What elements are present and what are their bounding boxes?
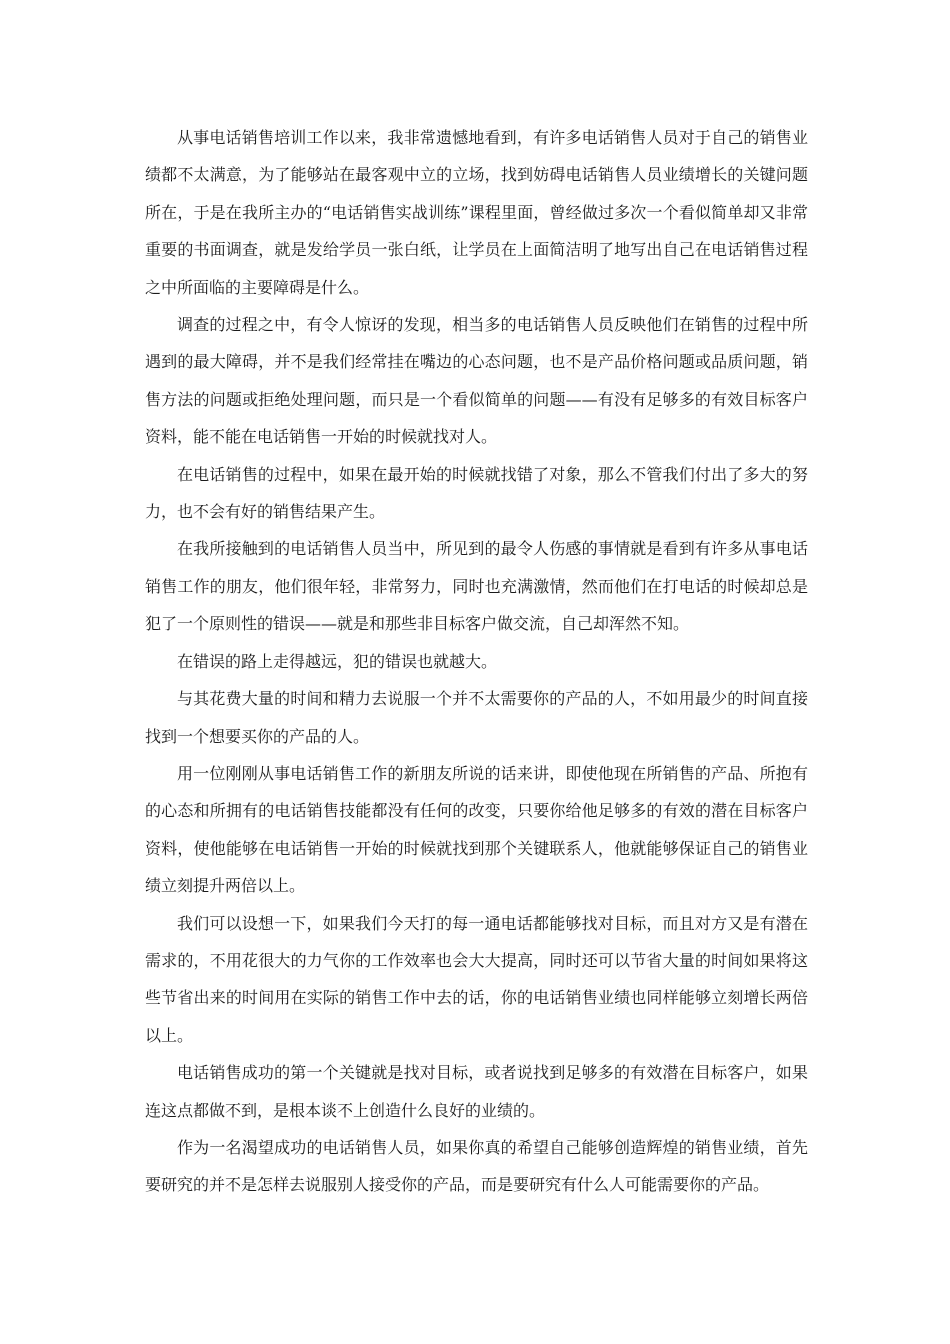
paragraph: 电话销售成功的第一个关键就是找对目标，或者说找到足够多的有效潜在目标客户，如果连这点都做不到，是根本谈不上创造什么良好的业绩的。 — [145, 1063, 808, 1120]
paragraph: 我们可以设想一下，如果我们今天打的每一通电话都能够找对目标，而且对方又是有潜在需求的，不用花很大的力气你的工作效率也会大大提高，同时还可以节省大量的时间如果将这些节省出来的时间用在实际的销售工作中去的话，你的电话销售业绩也同样能够立刻增长两倍以上。 — [145, 913, 808, 1045]
paragraph: 用一位刚刚从事电话销售工作的新朋友所说的话来讲，即使他现在所销售的产品、所抱有的心态和所拥有的电话销售技能都没有任何的改变，只要你给他足够多的有效的潜在目标客户资料，使他能够在电话销售一开始的时候就找到那个关键联系人，他就能够保证自己的销售业绩立刻提升两倍以上。 — [145, 763, 808, 896]
paragraph: 与其花费大量的时间和精力去说服一个并不太需要你的产品的人，不如用最少的时间直接找到一个想要买你的产品的人。 — [145, 689, 808, 746]
paragraph: 在电话销售的过程中，如果在最开始的时候就找错了对象，那么不管我们付出了多大的努力，也不会有好的销售结果产生。 — [145, 464, 808, 522]
paragraph: 在错误的路上走得越远，犯的错误也就越大。 — [177, 651, 498, 671]
paragraph: 在我所接触到的电话销售人员当中，所见到的最令人伤感的事情就是看到有许多从事电话销售工作的朋友，他们很年轻，非常努力，同时也充满激情，然而他们在打电话的时候却总是犯了一个原则性的错误——就是和那些非目标客户做交流，自己却浑然不知。 — [145, 539, 808, 634]
document-body — [145, 119, 808, 1204]
paragraph: 调查的过程之中，有令人惊讶的发现，相当多的电话销售人员反映他们在销售的过程中所遇到的最大障碍，并不是我们经常挂在嘴边的心态问题，也不是产品价格问题或品质问题，销售方法的问题或拒绝处理问题，而只是一个看似简单的问题——有没有足够多的有效目标客户资料，能不能在电话销售一开始的时候就找对人。 — [145, 315, 808, 447]
paragraph: 作为一名渴望成功的电话销售人员，如果你真的希望自己能够创造辉煌的销售业绩，首先要研究的并不是怎样去说服别人接受你的产品，而是要研究有什么人可能需要你的产品。 — [145, 1137, 808, 1195]
paragraph: 从事电话销售培训工作以来，我非常遗憾地看到，有许多电话销售人员对于自己的销售业绩都不太满意，为了能够站在最客观中立的立场，找到妨碍电话销售人员业绩增长的关键问题所在，于是在我所主办的“电话销售实战训练”课程里面，曾经做过多次一个看似简单却又非常重要的书面调查，就是发给学员一张白纸，让学员在上面简洁明了地写出自己在电话销售过程之中所面临的主要障碍是什么。 — [145, 128, 808, 297]
